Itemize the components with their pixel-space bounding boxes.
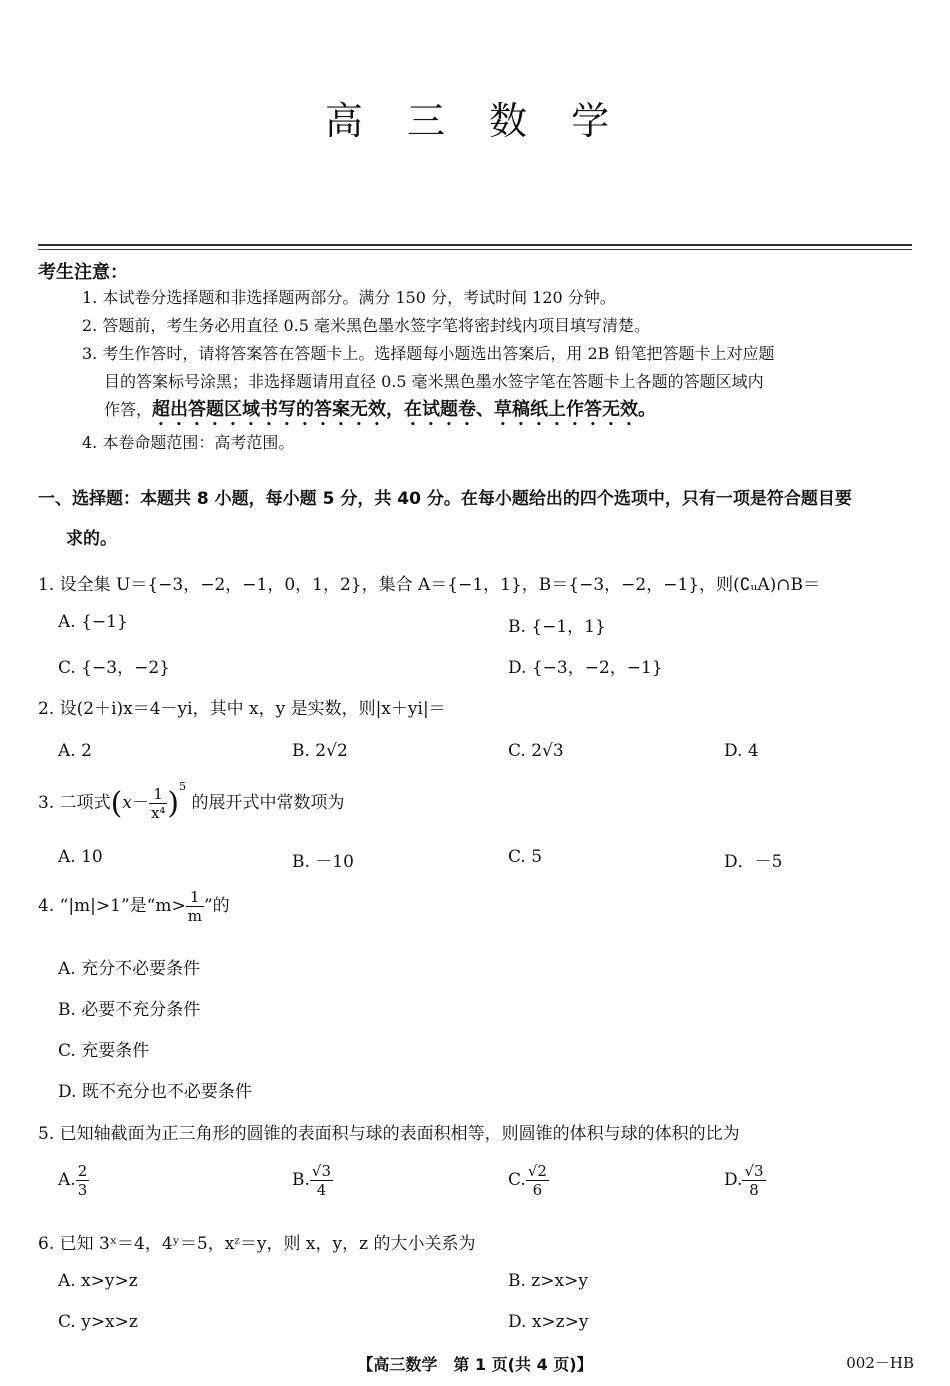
section-heading-line1: 一、选择题：本题共 8 小题，每小题 5 分，共 40 分。在每小题给出的四个选项中，只有一项是符合题目要 bbox=[38, 489, 852, 509]
right-paren: ) bbox=[167, 786, 180, 821]
question-6-option-d: D. x>z>y bbox=[508, 1312, 589, 1332]
question-4-frac-num: 1 bbox=[186, 888, 204, 907]
footer-code: 002－HB bbox=[846, 1354, 914, 1372]
question-6-option-b: B. z>x>y bbox=[508, 1271, 588, 1291]
question-3-option-d: D．－5 bbox=[724, 852, 783, 872]
question-2-option-b: B. 2√2 bbox=[292, 741, 348, 761]
question-5-b-num: √3 bbox=[311, 1162, 332, 1180]
question-6-stem: 6. 已知 3ˣ＝4，4ʸ＝5，xᶻ＝y，则 x，y，z 的大小关系为 bbox=[38, 1234, 476, 1254]
question-5-d-fraction bbox=[742, 1162, 765, 1199]
question-4-option-c: C. 充要条件 bbox=[58, 1041, 150, 1061]
notice-item-4: 4. 本卷命题范围：高考范围。 bbox=[82, 433, 295, 452]
question-5-a-fraction bbox=[76, 1162, 90, 1199]
question-3-option-b: B. －10 bbox=[292, 852, 354, 872]
question-3-frac-den: x⁴ bbox=[150, 804, 166, 822]
question-5-stem: 5. 已知轴截面为正三角形的圆锥的表面积与球的表面积相等，则圆锥的体积与球的体积的比为 bbox=[38, 1124, 740, 1144]
question-4-fraction bbox=[186, 888, 204, 925]
question-1-option-c: C. {−3，−2} bbox=[58, 658, 170, 678]
question-3-fraction bbox=[149, 785, 167, 822]
question-5-option-b bbox=[292, 1162, 333, 1199]
question-5-b-fraction bbox=[310, 1162, 333, 1199]
question-5-b-den: 4 bbox=[316, 1181, 327, 1199]
question-5-d-num: √3 bbox=[744, 1162, 764, 1180]
question-5-a-num: 2 bbox=[77, 1162, 88, 1180]
question-3-minus: － bbox=[131, 793, 149, 813]
question-3-option-a: A. 10 bbox=[58, 847, 103, 867]
question-2-option-a: A. 2 bbox=[58, 741, 92, 761]
notice-item-3-plain: 作答， bbox=[104, 400, 153, 419]
notice-item-3-line3 bbox=[104, 397, 914, 430]
question-5-b-label: B. bbox=[292, 1170, 310, 1190]
question-2-stem: 2. 设(2＋i)x＝4－yi，其中 x，y 是实数，则|x＋yi|＝ bbox=[38, 699, 446, 719]
question-3-prefix: 3. 二项式 bbox=[38, 793, 111, 813]
question-3-stem bbox=[38, 780, 345, 822]
question-4-stem bbox=[38, 888, 230, 925]
question-3-frac-num: 1 bbox=[149, 785, 167, 804]
question-2-option-d: D. 4 bbox=[724, 741, 759, 761]
question-6-option-a: A. x>y>z bbox=[58, 1271, 138, 1291]
question-5-d-label: D. bbox=[724, 1170, 743, 1190]
header-rule-bottom bbox=[38, 249, 912, 250]
notice-item-3-line2: 目的答案标号涂黑；非选择题请用直径 0.5 毫米黑色墨水签字笔在答题卡上各题的答题区域内 bbox=[104, 372, 764, 391]
question-4-option-b: B. 必要不充分条件 bbox=[58, 1000, 201, 1020]
question-5-a-label: A. bbox=[58, 1170, 76, 1190]
notice-item-3-line1: 3. 考生作答时，请将答案答在答题卡上。选择题每小题选出答案后，用 2B 铅笔把答题卡上对应题 bbox=[82, 344, 775, 363]
question-1-option-d: D. {−3，−2，−1} bbox=[508, 658, 663, 678]
notice-item-3-emphasis: 超出答题区域书写的答案无效，在试题卷、草稿纸上作答无效。 bbox=[152, 399, 657, 420]
question-4-frac-den: m bbox=[187, 907, 202, 925]
section-heading-line2: 求的。 bbox=[66, 529, 117, 549]
page-footer: 【高三数学 第 1 页(共 4 页)】 bbox=[357, 1355, 593, 1374]
question-5-option-a bbox=[58, 1162, 89, 1199]
question-1-option-a: A. {−1} bbox=[58, 612, 128, 632]
question-5-a-den: 3 bbox=[77, 1181, 88, 1199]
notice-item-1: 1. 本试卷分选择题和非选择题两部分。满分 150 分，考试时间 120 分钟。 bbox=[82, 288, 616, 307]
question-4-option-a: A. 充分不必要条件 bbox=[58, 959, 201, 979]
question-1-option-b: B. {−1，1} bbox=[508, 617, 606, 637]
page-title: 高 三 数 学 bbox=[324, 99, 626, 143]
question-1-stem: 1. 设全集 U＝{−3，−2，−1，0，1，2}，集合 A＝{−1，1}，B＝{−3，−2，−1}，则(∁ᵤA)∩B＝ bbox=[38, 575, 820, 595]
question-3-x: x bbox=[122, 793, 132, 813]
question-5-c-fraction bbox=[526, 1162, 549, 1199]
question-4-option-d: D. 既不充分也不必要条件 bbox=[58, 1082, 252, 1102]
question-3-exponent: 5 bbox=[179, 780, 187, 793]
question-5-d-den: 8 bbox=[749, 1181, 759, 1199]
question-3-suffix: 的展开式中常数项为 bbox=[191, 793, 345, 813]
question-3-option-c: C. 5 bbox=[508, 847, 543, 867]
notice-item-2: 2. 答题前，考生务必用直径 0.5 毫米黑色墨水签字笔将密封线内项目填写清楚。 bbox=[82, 316, 650, 335]
header-rule-top bbox=[38, 244, 912, 246]
question-4-suffix: ”的 bbox=[203, 896, 230, 916]
question-2-option-c: C. 2√3 bbox=[508, 741, 564, 761]
question-5-c-num: √2 bbox=[527, 1162, 547, 1180]
question-6-option-c: C. y>x>z bbox=[58, 1312, 138, 1332]
left-paren: ( bbox=[110, 786, 123, 821]
question-5-option-c bbox=[508, 1162, 549, 1199]
question-5-c-den: 6 bbox=[532, 1181, 543, 1199]
question-4-prefix: 4. “|m|>1”是“m> bbox=[38, 896, 186, 916]
notice-heading: 考生注意： bbox=[38, 262, 128, 283]
question-5-option-d bbox=[724, 1162, 766, 1199]
question-5-c-label: C. bbox=[508, 1170, 526, 1190]
